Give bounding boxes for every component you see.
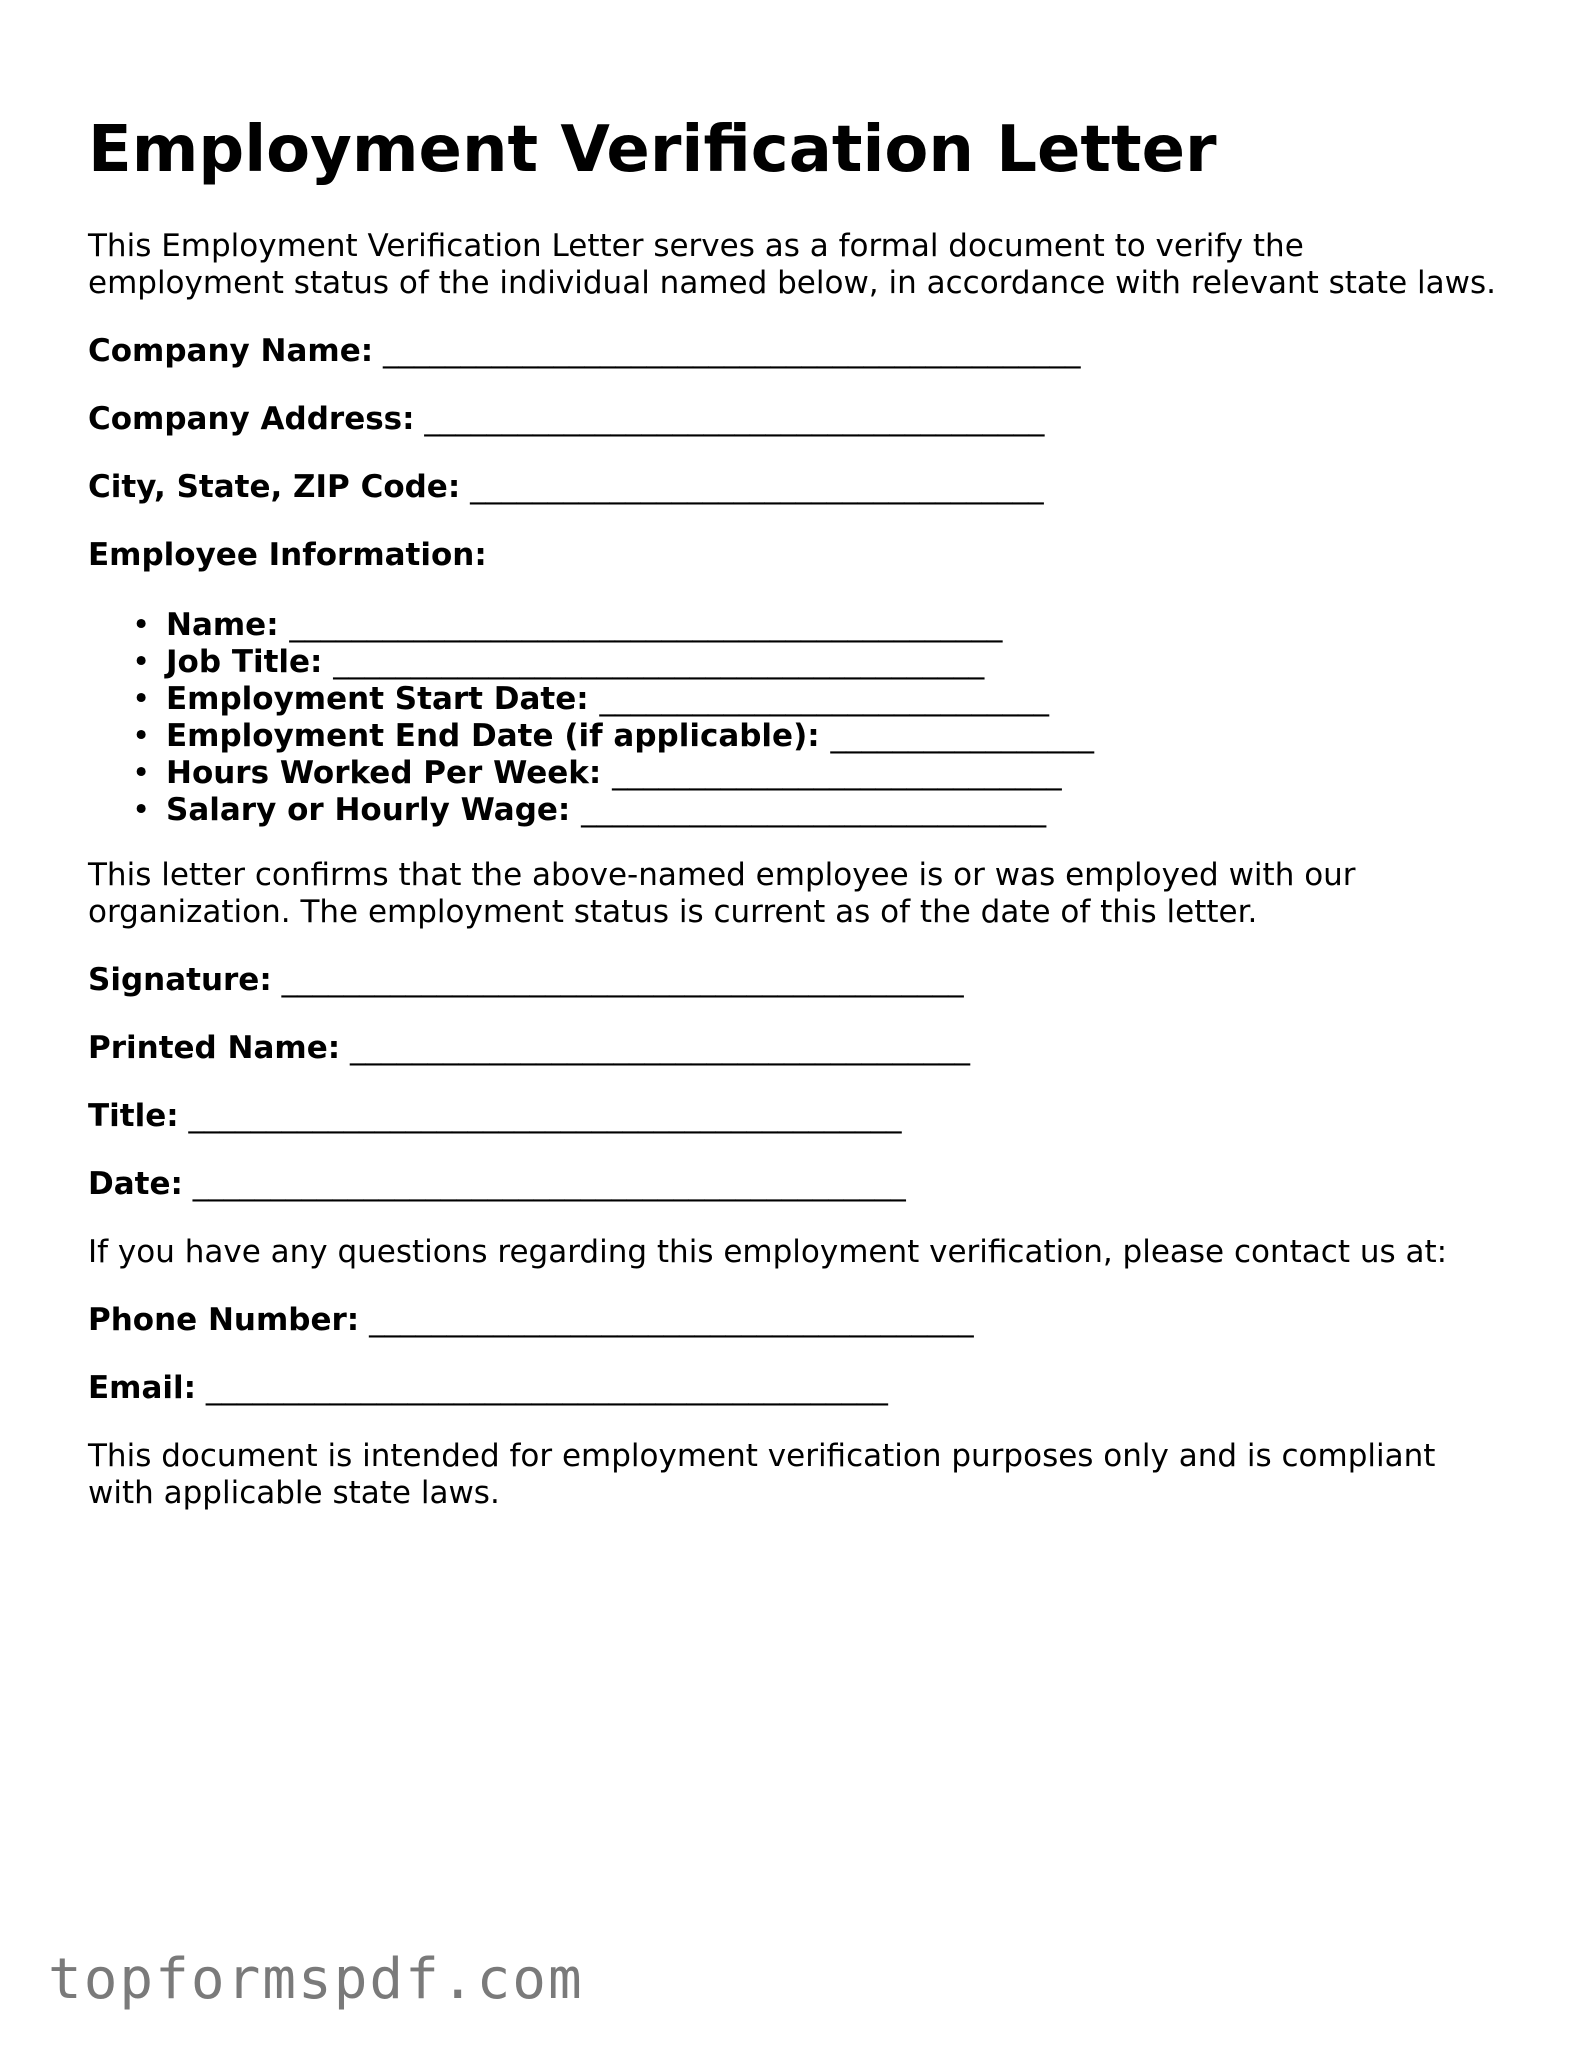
- site-watermark: topformspdf.com: [48, 1947, 584, 2012]
- start-date-blank[interactable]: _____________________________: [599, 681, 1049, 717]
- salary-wage-blank[interactable]: ______________________________: [581, 792, 1047, 828]
- footer-note-paragraph: This document is intended for employment verification purposes only and is compliant with applicable state laws.: [88, 1438, 1436, 1511]
- signature-blank[interactable]: ____________________________________________: [281, 962, 964, 998]
- bullet-icon: •: [132, 718, 151, 754]
- job-title-blank[interactable]: __________________________________________: [333, 644, 985, 680]
- hours-per-week-label: Hours Worked Per Week:: [166, 755, 602, 791]
- bullet-icon: •: [132, 681, 151, 717]
- intro-paragraph: This Employment Verification Letter serves as a formal document to verify the employment status of the individual named below, in accordance with relevant state laws.: [88, 228, 1496, 301]
- email-label: Email:: [88, 1370, 197, 1406]
- list-item[interactable]: [88, 607, 1094, 644]
- contact-intro-paragraph: If you have any questions regarding this employment verification, please contact us at:: [88, 1234, 1448, 1270]
- email-blank[interactable]: ____________________________________________: [205, 1370, 888, 1406]
- date-blank[interactable]: ______________________________________________: [192, 1166, 906, 1202]
- printed-name-label: Printed Name:: [88, 1030, 341, 1066]
- company-name-field[interactable]: [88, 333, 1080, 370]
- end-date-label: Employment End Date (if applicable):: [166, 718, 820, 754]
- hours-per-week-blank[interactable]: _____________________________: [612, 755, 1062, 791]
- list-item[interactable]: [88, 718, 1094, 755]
- date-field[interactable]: [88, 1166, 906, 1203]
- bullet-icon: •: [132, 792, 151, 828]
- end-date-blank[interactable]: _________________: [830, 718, 1094, 754]
- signer-title-field[interactable]: [88, 1098, 902, 1135]
- signature-label: Signature:: [88, 962, 272, 998]
- employee-name-blank[interactable]: ______________________________________________: [289, 607, 1003, 643]
- printed-name-blank[interactable]: ________________________________________: [349, 1030, 970, 1066]
- list-item[interactable]: [88, 644, 1094, 681]
- printed-name-field[interactable]: [88, 1030, 970, 1067]
- company-address-blank[interactable]: ________________________________________: [424, 401, 1045, 437]
- list-item[interactable]: [88, 792, 1094, 829]
- job-title-label: Job Title:: [166, 644, 323, 680]
- list-item[interactable]: [88, 755, 1094, 792]
- list-item[interactable]: [88, 681, 1094, 718]
- signature-field[interactable]: [88, 962, 964, 999]
- company-name-blank[interactable]: _____________________________________________: [382, 333, 1081, 369]
- phone-number-field[interactable]: [88, 1302, 974, 1339]
- email-field[interactable]: [88, 1370, 888, 1407]
- employee-info-heading-label: Employee Information:: [88, 537, 487, 573]
- bullet-icon: •: [132, 644, 151, 680]
- employee-info-heading: [88, 537, 487, 574]
- start-date-label: Employment Start Date:: [166, 681, 589, 717]
- city-state-zip-label: City, State, ZIP Code:: [88, 469, 461, 505]
- confirmation-paragraph: This letter confirms that the above-named employee is or was employed with our organization. The employment status is current as of the date of this letter.: [88, 857, 1356, 930]
- company-name-label: Company Name:: [88, 333, 374, 369]
- city-state-zip-blank[interactable]: _____________________________________: [470, 469, 1044, 505]
- signer-title-label: Title:: [88, 1098, 179, 1134]
- bullet-icon: •: [132, 755, 151, 791]
- phone-number-blank[interactable]: _______________________________________: [369, 1302, 974, 1338]
- employee-info-list: [88, 607, 1094, 829]
- company-address-label: Company Address:: [88, 401, 415, 437]
- employee-name-label: Name:: [166, 607, 279, 643]
- phone-number-label: Phone Number:: [88, 1302, 360, 1338]
- date-label: Date:: [88, 1166, 183, 1202]
- city-state-zip-field[interactable]: [88, 469, 1044, 506]
- signer-title-blank[interactable]: ______________________________________________: [188, 1098, 902, 1134]
- bullet-icon: •: [132, 607, 151, 643]
- company-address-field[interactable]: [88, 401, 1044, 438]
- page-title: Employment Verification Letter: [88, 113, 1217, 187]
- salary-wage-label: Salary or Hourly Wage:: [166, 792, 571, 828]
